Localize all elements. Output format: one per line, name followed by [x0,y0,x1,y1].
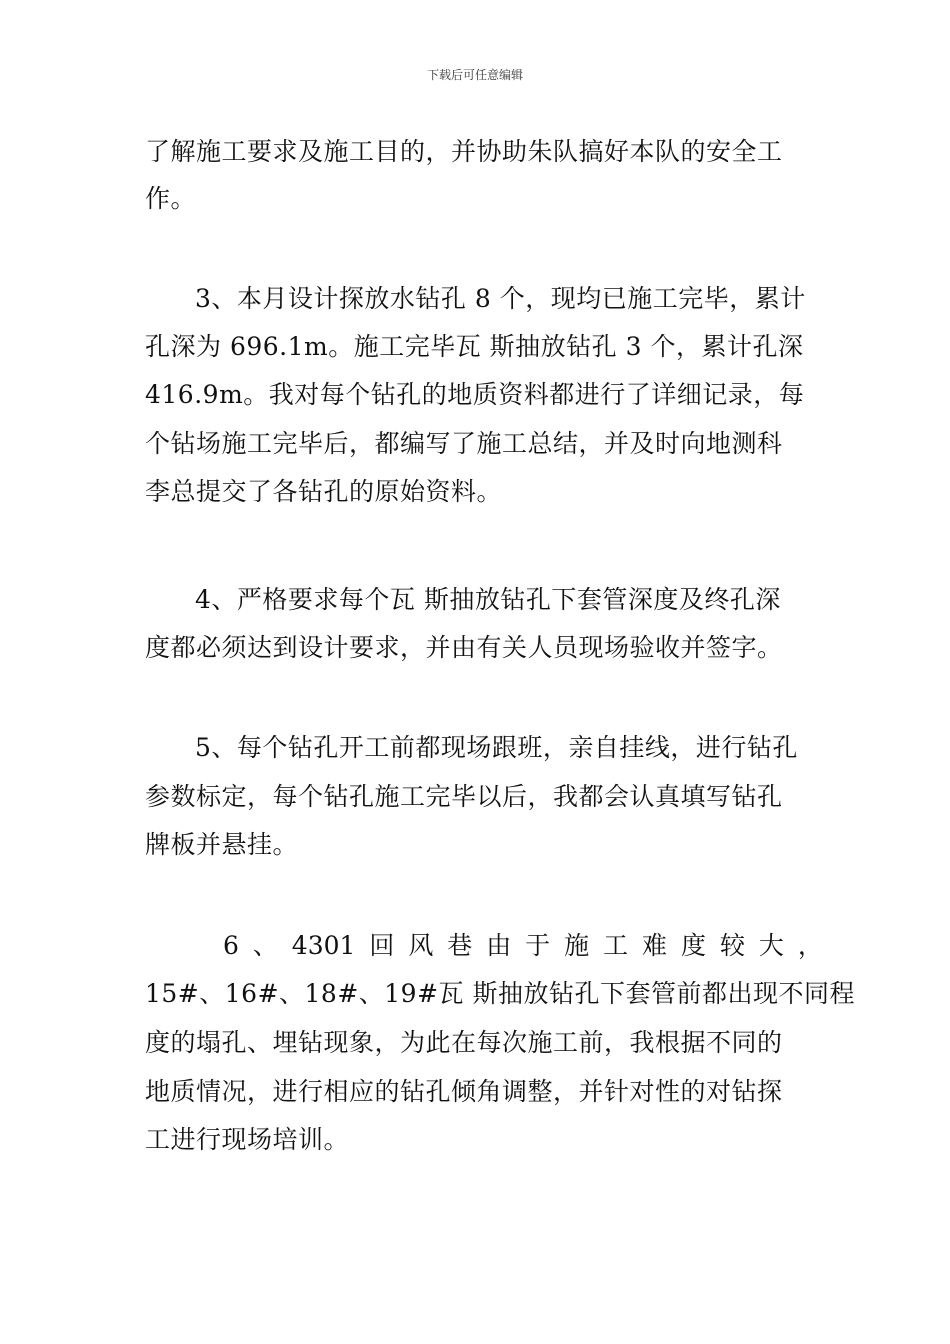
justified-token: 由 [486,931,512,960]
paragraph-line: 度的塌孔、埋钻现象，为此在每次施工前，我根据不同的 [145,1028,783,1057]
paragraph-line: 个钻场施工完毕后，都编写了施工总结，并及时向地测科 [145,429,783,458]
justified-token: 施 [564,931,590,960]
justified-token: 、 [252,931,278,960]
justified-token: 于 [525,931,551,960]
justified-token: 巷 [447,931,473,960]
paragraph-line: 3、本月设计探放水钻孔 8 个，现均已施工完毕，累计 [195,284,806,313]
justified-token: 难 [642,931,668,960]
justified-token: ， [797,931,823,960]
paragraph-line: 了解施工要求及施工目的，并协助朱队搞好本队的安全工 [145,137,783,166]
paragraph-line: 5、每个钻孔开工前都现场跟班，亲自挂线，进行钻孔 [195,733,798,762]
paragraph-line: 李总提交了各钻孔的原始资料。 [145,477,503,506]
justified-token: 度 [680,931,706,960]
paragraph-line: 孔深为 696.1m。施工完毕瓦 斯抽放钻孔 3 个，累计孔深 [145,332,804,361]
paragraph-line: 参数标定，每个钻孔施工完毕以后，我都会认真填写钻孔 [145,782,783,811]
justified-token: 工 [603,931,629,960]
paragraph-line: 工进行现场培训。 [145,1125,350,1154]
paragraph-line: 牌板并悬挂。 [145,830,299,859]
justified-token: 4301 [291,931,356,960]
justified-line [223,931,823,961]
justified-token: 回 [369,931,395,960]
paragraph-line: 度都必须达到设计要求，并由有关人员现场验收并签字。 [145,633,783,662]
justified-token: 较 [719,931,745,960]
justified-token: 风 [408,931,434,960]
paragraph-line: 15#、16#、18#、19#瓦 斯抽放钻孔下套管前都出现不同程 [145,979,855,1008]
page-header: 下载后可任意编辑 [426,68,523,82]
justified-token: 大 [758,931,784,960]
justified-token: 6 [223,931,239,960]
paragraph-line: 4、严格要求每个瓦 斯抽放钻孔下套管深度及终孔深 [195,585,781,614]
paragraph-line: 416.9m。我对每个钻孔的地质资料都进行了详细记录，每 [145,380,805,409]
paragraph-line: 作。 [145,184,197,213]
paragraph-line: 地质情况，进行相应的钻孔倾角调整，并针对性的对钻探 [145,1077,783,1106]
